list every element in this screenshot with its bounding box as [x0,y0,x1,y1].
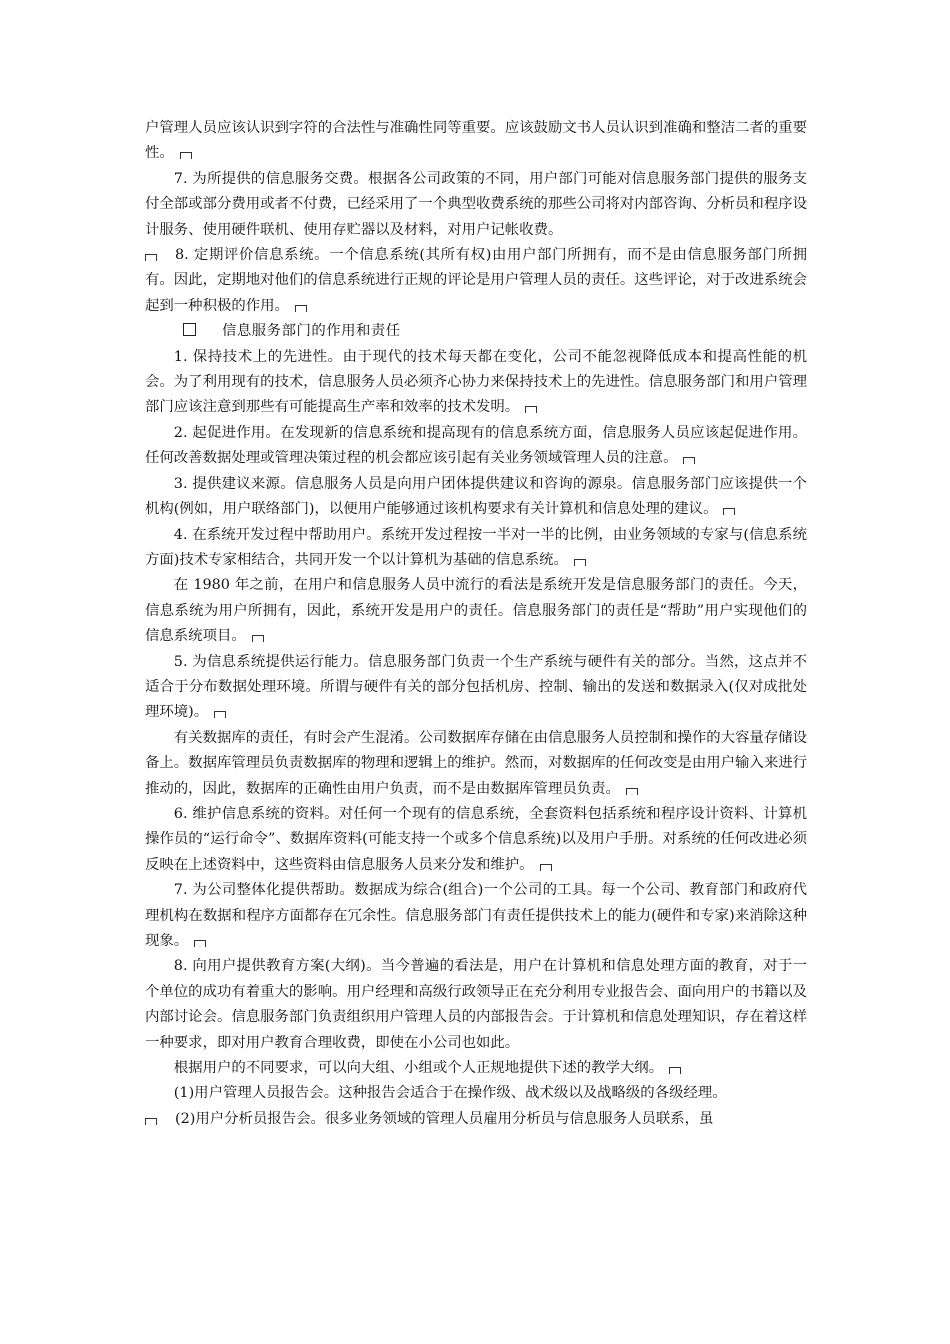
paragraph: 6. 维护信息系统的资料。对任何一个现有的信息系统，全套资料包括系统和程序设计资料、计算机操作员的“运行命令”、数据库资料(可能支持一个或多个信息系统)以及用户手册。对系统的任何改进必须反映在上述资料中，这些资料由信息服务人员来分发和维护。 [145,805,807,873]
paragraph: 8. 定期评价信息系统。一个信息系统(其所有权)由用户部门所拥有，而不是由信息服务部门所拥有。因此，定期地对他们的信息系统进行正规的评论是用户管理人员的责任。这些评论，对于改进系统会起到一种积极的作用。 [145,247,807,314]
paragraph-mark-icon [194,940,206,947]
document-page [145,116,807,1132]
paragraph: 在 1980 年之前，在用户和信息服务人员中流行的看法是系统开发是信息服务部门的责任。今天，信息系统为用户所拥有，因此，系统开发是用户的责任。信息服务部门的责任是“帮助”用户实现他们的信息系统项目。 [145,577,807,645]
paragraph: 2. 起促进作用。在发现新的信息系统和提高现有的信息系统方面，信息服务人员应该起促进作用。任何改善数据处理或管理决策过程的机会都应该引起有关业务领域管理人员的注意。 [145,424,807,467]
paragraph: (2)用户分析员报告会。很多业务领域的管理人员雇用分析员与信息服务人员联系，虽 [145,1107,807,1132]
paragraph-mark-icon [683,457,695,464]
paragraph-mark-icon [540,864,552,871]
paragraph-mark-icon [525,406,537,413]
paragraph: 7. 为所提供的信息服务交费。根据各公司政策的不同，用户部门可能对信息服务部门提供的服务支付全部或部分费用或者不付费，已经采用了一个典型收费系统的那些公司将对内部咨询、分析员和程序设计服务、使用硬件联机、使用存贮器以及材料，对用户记帐收费。 [145,170,807,238]
checkbox-square-icon [183,323,196,336]
paragraph-mark-icon [180,152,192,159]
paragraph-mark-icon [574,559,586,566]
paragraph: 有关数据库的责任，有时会产生混淆。公司数据库存储在由信息服务人员控制和操作的大容量存储设备上。数据库管理员负责数据库的物理和逻辑上的维护。然而，对数据库的任何改变是由用户输入来进行推动的，因此，数据库的正确性由用户负责，而不是由数据库管理员负责。 [145,729,807,797]
paragraph-mark-icon [669,1067,681,1074]
paragraph: 4. 在系统开发过程中帮助用户。系统开发过程按一半对一半的比例，由业务领域的专家与(信息系统方面)技术专家相结合，共同开发一个以计算机为基础的信息系统。 [145,526,807,568]
paragraph-mark-icon [626,788,638,795]
paragraph: 3. 提供建议来源。信息服务人员是向用户团体提供建议和咨询的源泉。信息服务部门应该提供一个机构(例如，用户联络部门)，以便用户能够通过该机构要求有关计算机和信息处理的建议。 [145,475,807,518]
paragraph: 7. 为公司整体化提供帮助。数据成为综合(组合)一个公司的工具。每一个公司、教育部门和政府代理机构在数据和程序方面都存在冗余性。信息服务部门有责任提供技术上的能力(硬件和专家)来消除这种现象。 [145,882,807,949]
section-heading: 信息服务部门的作用和责任 [145,319,807,344]
paragraph-mark-icon [723,508,735,515]
paragraph-mark-icon [145,1118,157,1125]
paragraph: 根据用户的不同要求，可以向大组、小组或个人正规地提供下述的教学大纲。 [145,1056,807,1081]
paragraph-mark-icon [295,305,307,312]
paragraph-mark-icon [145,254,157,261]
paragraph-mark-icon [214,711,226,718]
paragraph: 8. 向用户提供教育方案(大纲)。当今普遍的看法是，用户在计算机和信息处理方面的教育，对于一个单位的成功有着重大的影响。用户经理和高级行政领导正在充分利用专业报告会、面向用户的书籍以及内部讨论会。信息服务部门负责组织用户管理人员的内部报告会。于计算机和信息处理知识，存在着这样一种要求，即对用户教育合理收费，即使在小公司也如此。 [145,958,807,1051]
paragraph-mark-icon [252,635,264,642]
paragraph: 1. 保持技术上的先进性。由于现代的技术每天都在变化，公司不能忽视降低成本和提高性能的机会。为了利用现有的技术，信息服务人员必须齐心协力来保持技术上的先进性。信息服务部门和用户管理部门应该注意到那些有可能提高生产率和效率的技术发明。 [145,348,807,416]
paragraph: (1)用户管理人员报告会。这种报告会适合于在操作级、战术级以及战略级的各级经理。 [173,1085,727,1102]
paragraph: 5. 为信息系统提供运行能力。信息服务部门负责一个生产系统与硬件有关的部分。当然，这点并不适合于分布数据处理环境。所谓与硬件有关的部分包括机房、控制、输出的发送和数据录入(仅对成批处理环境)。 [145,653,807,721]
paragraph: 户管理人员应该认识到字符的合法性与准确性同等重要。应该鼓励文书人员认识到准确和整洁二者的重要性。 [145,120,807,162]
